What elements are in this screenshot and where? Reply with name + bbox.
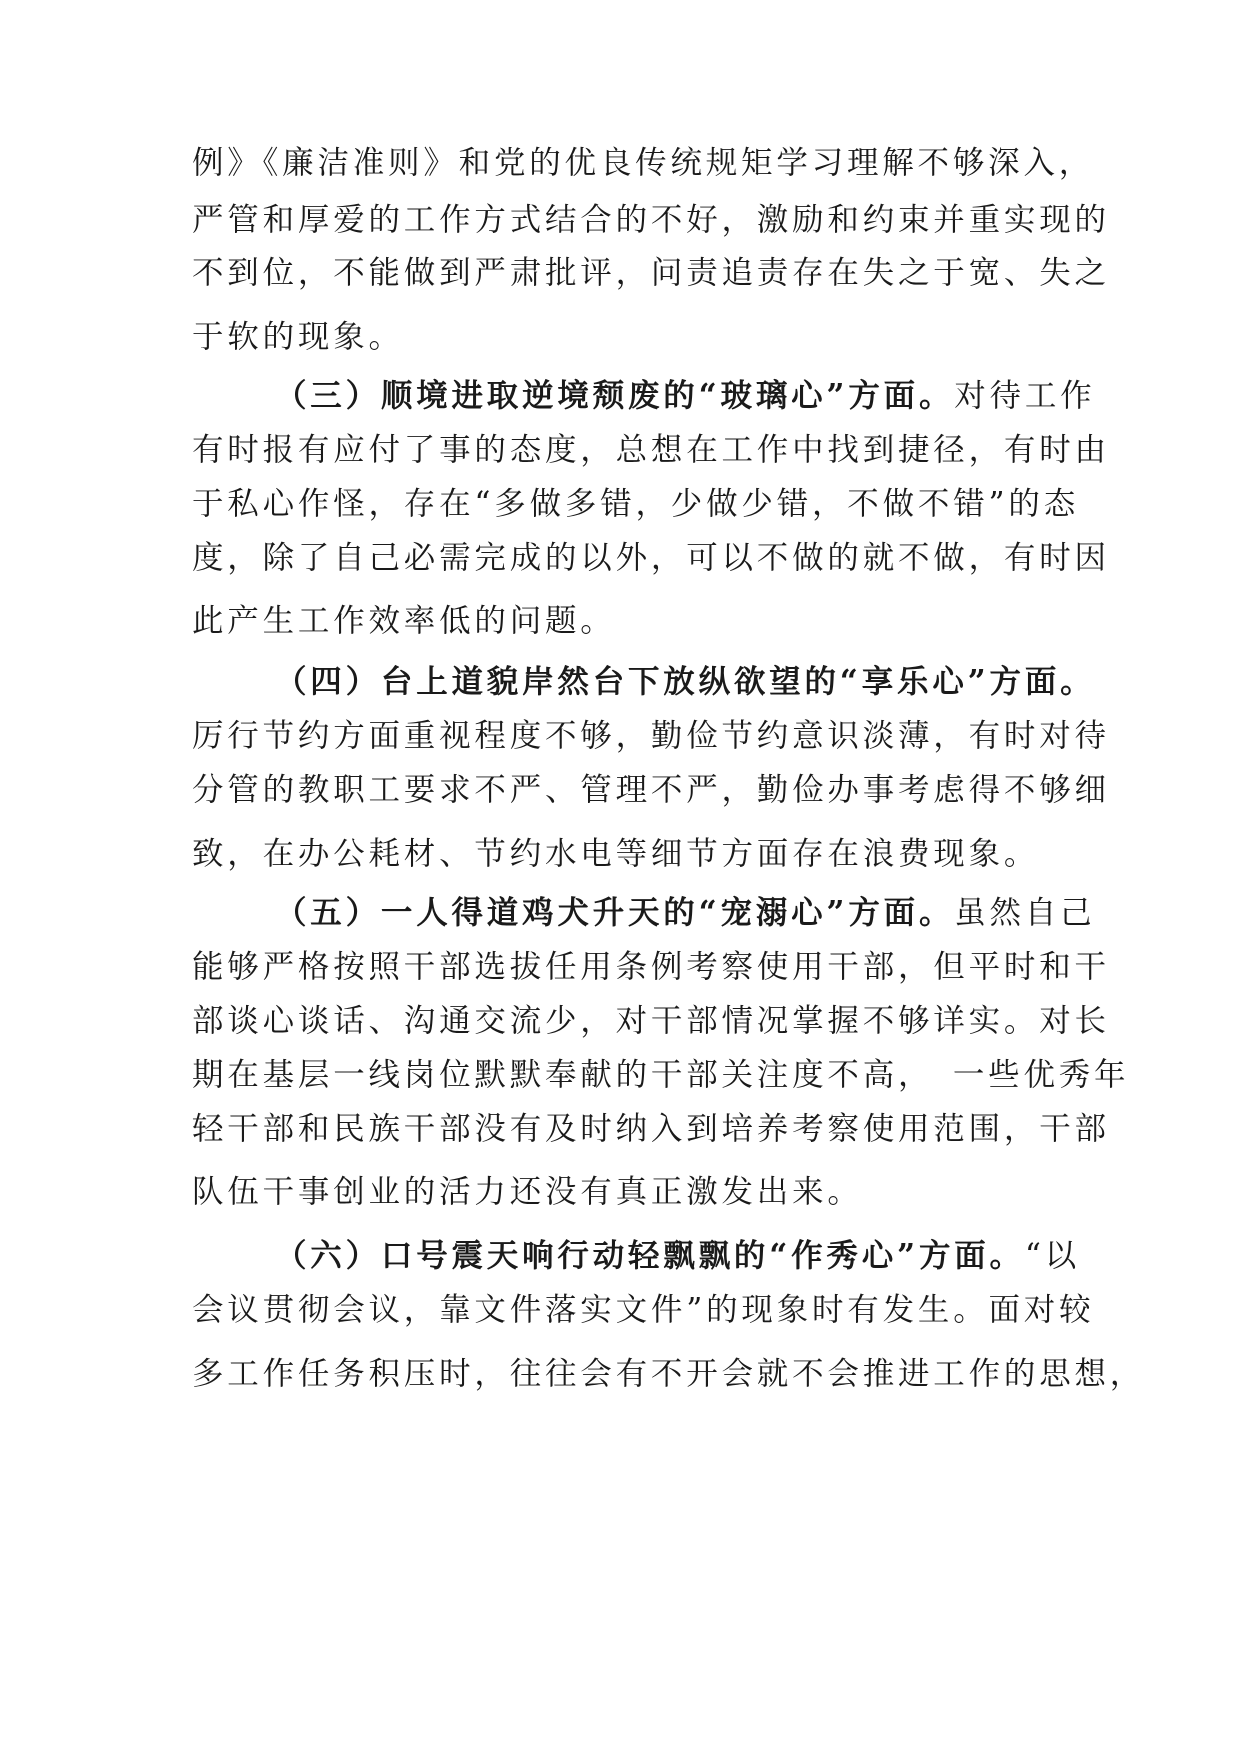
text-run: 对待工作 bbox=[954, 378, 1096, 414]
text-line: 轻干部和民族干部没有及时纳入到培养考察使用范围，干部 bbox=[192, 1111, 1110, 1147]
text-line: 不到位，不能做到严肃批评，问责追责存在失之于宽、失之 bbox=[192, 255, 1110, 291]
text-line: 于软的现象。 bbox=[192, 319, 404, 355]
text-line: 致，在办公耗材、节约水电等细节方面存在浪费现象。 bbox=[192, 836, 1040, 872]
paragraph-heading-line bbox=[275, 662, 1096, 702]
text-line: 期在基层一线岗位默默奉献的干部关注度不高， 一些优秀年 bbox=[192, 1057, 1130, 1093]
paragraph-heading-line bbox=[275, 376, 1096, 416]
text-run: “以 bbox=[1024, 1238, 1081, 1274]
text-line: 多工作任务积压时，往往会有不开会就不会推进工作的思想， bbox=[192, 1356, 1146, 1392]
text-line: 部谈心谈话、沟通交流少，对干部情况掌握不够详实。对长 bbox=[192, 1003, 1110, 1039]
section-heading-5: （五）一人得道鸡犬升天的“宠溺心”方面。 bbox=[275, 894, 955, 931]
text-line: 此产生工作效率低的问题。 bbox=[192, 603, 616, 639]
text-line: 度，除了自己必需完成的以外，可以不做的就不做，有时因 bbox=[192, 540, 1110, 576]
text-run: 虽然自己 bbox=[954, 895, 1096, 931]
text-line: 分管的教职工要求不严、管理不严，勤俭办事考虑得不够细 bbox=[192, 772, 1110, 808]
text-line: 于私心作怪，存在“多做多错，少做少错，不做不错”的态 bbox=[192, 486, 1080, 522]
section-heading-6: （六）口号震天响行动轻飘飘的“作秀心”方面。 bbox=[275, 1237, 1025, 1274]
text-line: 队伍干事创业的活力还没有真正激发出来。 bbox=[192, 1174, 863, 1210]
text-line: 会议贯彻会议，靠文件落实文件”的现象时有发生。面对较 bbox=[192, 1292, 1095, 1328]
text-line: 严管和厚爱的工作方式结合的不好，激励和约束并重实现的 bbox=[192, 202, 1110, 238]
paragraph-heading-line bbox=[275, 893, 1096, 933]
text-line: 例》《廉洁准则》和党的优良传统规矩学习理解不够深入， bbox=[192, 145, 1095, 181]
text-line: 厉行节约方面重视程度不够，勤俭节约意识淡薄，有时对待 bbox=[192, 718, 1110, 754]
text-line: 有时报有应付了事的态度，总想在工作中找到捷径，有时由 bbox=[192, 432, 1110, 468]
paragraph-heading-line bbox=[275, 1236, 1081, 1276]
section-heading-3: （三）顺境进取逆境颓废的“玻璃心”方面。 bbox=[275, 377, 955, 414]
section-heading-4: （四）台上道貌岸然台下放纵欲望的“享乐心”方面。 bbox=[275, 663, 1096, 700]
text-line: 能够严格按照干部选拔任用条例考察使用干部，但平时和干 bbox=[192, 949, 1110, 985]
